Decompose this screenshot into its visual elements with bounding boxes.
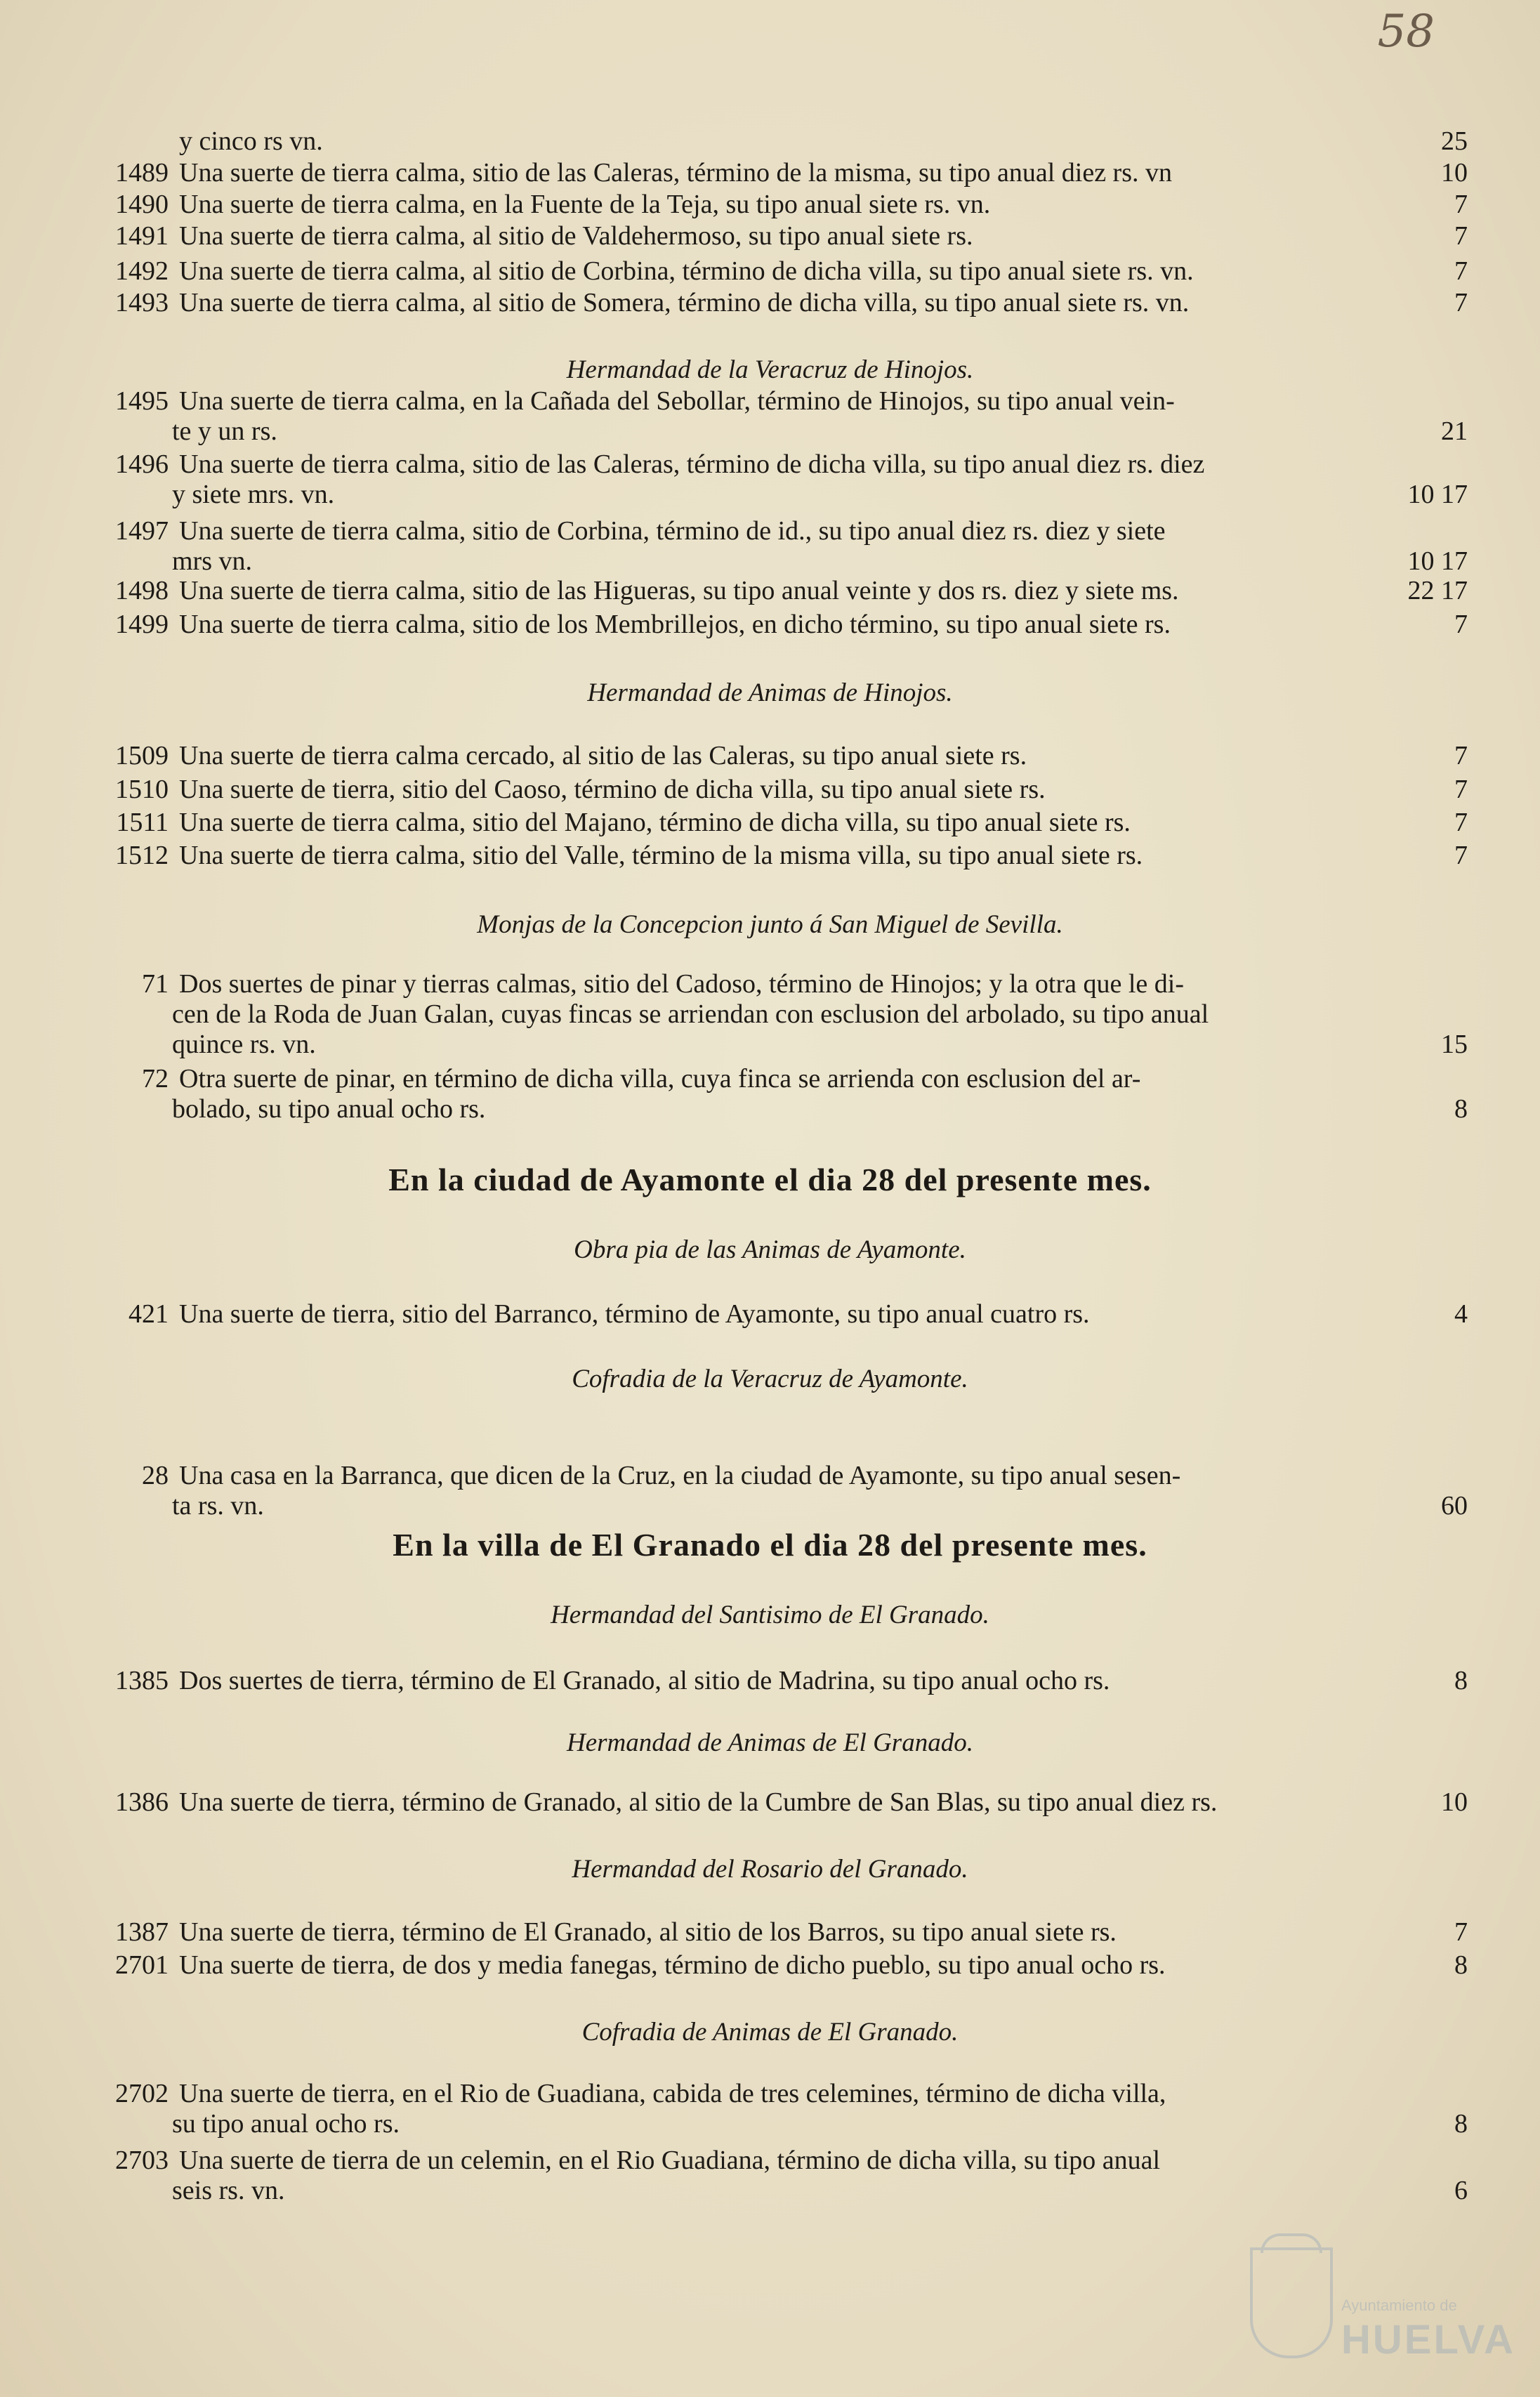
entry-number: 421 bbox=[129, 1299, 169, 1329]
entry-description bbox=[179, 288, 1373, 318]
entry-line: Una suerte de tierra calma, en la Fuente de la Teja, su tipo anual siete rs. vn. bbox=[179, 190, 991, 219]
entry-line: te y un rs. bbox=[172, 416, 277, 446]
entry-amount: 7 bbox=[1454, 841, 1468, 870]
entry-description bbox=[172, 516, 1373, 577]
entry-description bbox=[179, 256, 1373, 287]
entry-number: 1509 bbox=[115, 741, 169, 770]
entry-line: bolado, su tipo anual ocho rs. bbox=[172, 1094, 486, 1124]
section-heading: Hermandad de la Veracruz de Hinojos. bbox=[566, 355, 974, 384]
entry-amount: 10 bbox=[1441, 158, 1468, 188]
entry-description bbox=[172, 449, 1373, 510]
entry-description bbox=[179, 158, 1373, 188]
entry-number: 2701 bbox=[115, 1950, 169, 1980]
entry-number: 2703 bbox=[115, 2146, 169, 2175]
entry-line: Una suerte de tierra calma, sitio de las Caleras, término de dicha villa, su tipo anual diez rs. diez bbox=[179, 449, 1205, 479]
entry-description bbox=[179, 1666, 1373, 1696]
entry-number: 1497 bbox=[115, 516, 169, 546]
entry-line: ta rs. vn. bbox=[172, 1491, 264, 1521]
entry-number: 1490 bbox=[115, 190, 169, 219]
section-heading: Cofradia de la Veracruz de Ayamonte. bbox=[572, 1365, 968, 1393]
entry-amount: 10 17 bbox=[1407, 546, 1468, 576]
section-title: En la villa de El Granado el dia 28 del presente mes. bbox=[393, 1527, 1147, 1563]
entry-line: Una suerte de tierra, sitio del Barranco, término de Ayamonte, su tipo anual cuatro rs. bbox=[179, 1299, 1090, 1329]
entry-number: 1385 bbox=[115, 1666, 169, 1695]
archive-watermark bbox=[1236, 2247, 1515, 2381]
entry-amount: 7 bbox=[1454, 190, 1468, 219]
entry-line: Dos suertes de pinar y tierras calmas, sitio del Cadoso, término de Hinojos; y la otra que le di- bbox=[179, 969, 1184, 999]
entry-line: Una suerte de tierra calma, al sitio de Valdehermoso, su tipo anual siete rs. bbox=[179, 221, 973, 251]
crest-shield-icon bbox=[1250, 2247, 1333, 2358]
entry-line: Una suerte de tierra, sitio del Caoso, término de dicha villa, su tipo anual siete rs. bbox=[179, 775, 1046, 804]
entry-description bbox=[172, 2079, 1373, 2139]
entry-description bbox=[179, 1950, 1373, 1981]
entry-number: 1495 bbox=[115, 386, 169, 416]
entry-line: y siete mrs. vn. bbox=[172, 480, 335, 509]
entry-line: Una suerte de tierra calma, sitio de Corbina, término de id., su tipo anual diez rs. diez y siete bbox=[179, 516, 1166, 546]
watermark-small-text: Ayuntamiento de bbox=[1341, 2297, 1457, 2314]
entry-line: Una suerte de tierra, término de El Granado, al sitio de los Barros, su tipo anual siete rs. bbox=[179, 1917, 1117, 1947]
entry-description bbox=[179, 1787, 1373, 1818]
entry-amount: 7 bbox=[1454, 610, 1468, 639]
entry-amount: 25 bbox=[1441, 126, 1468, 156]
entry-line: seis rs. vn. bbox=[172, 2176, 285, 2205]
entry-amount: 21 bbox=[1441, 416, 1468, 446]
entry-line: Una suerte de tierra, de dos y media fanegas, término de dicho pueblo, su tipo anual ocho rs. bbox=[179, 1950, 1166, 1980]
entry-amount: 15 bbox=[1441, 1030, 1468, 1059]
entry-description bbox=[172, 1064, 1373, 1124]
entry-description bbox=[179, 126, 1373, 157]
entry-line: y cinco rs vn. bbox=[179, 126, 323, 156]
entry-description bbox=[179, 741, 1373, 771]
entry-amount: 8 bbox=[1454, 1094, 1468, 1124]
entry-description bbox=[179, 576, 1373, 606]
entry-number: 71 bbox=[142, 969, 169, 999]
entry-description bbox=[179, 808, 1373, 838]
entry-line: cen de la Roda de Juan Galan, cuyas fincas se arriendan con esclusion del arbolado, su tipo anual bbox=[172, 999, 1209, 1029]
entry-amount: 10 17 bbox=[1407, 480, 1468, 509]
entry-line: Una suerte de tierra, término de Granado, al sitio de la Cumbre de San Blas, su tipo anual diez rs. bbox=[179, 1787, 1218, 1817]
section-heading: Cofradia de Animas de El Granado. bbox=[581, 2018, 959, 2047]
entry-amount: 7 bbox=[1454, 775, 1468, 804]
entry-number: 1492 bbox=[115, 256, 169, 286]
entry-line: Dos suertes de tierra, término de El Granado, al sitio de Madrina, su tipo anual ocho rs. bbox=[179, 1666, 1110, 1695]
entry-number: 1493 bbox=[115, 288, 169, 317]
entry-number: 1510 bbox=[115, 775, 169, 804]
entry-description bbox=[179, 610, 1373, 640]
entry-amount: 8 bbox=[1454, 2109, 1468, 2139]
section-heading: Hermandad del Santisimo de El Granado. bbox=[551, 1601, 989, 1629]
entry-line: Otra suerte de pinar, en término de dicha villa, cuya finca se arrienda con esclusion del ar- bbox=[179, 1064, 1141, 1094]
entry-description bbox=[179, 841, 1373, 871]
entry-line: Una suerte de tierra calma, sitio del Majano, término de dicha villa, su tipo anual siete rs. bbox=[179, 808, 1131, 837]
entry-description bbox=[179, 221, 1373, 251]
entry-number: 1489 bbox=[115, 158, 169, 188]
section-heading: Hermandad de Animas de Hinojos. bbox=[587, 678, 953, 707]
entry-number: 1386 bbox=[115, 1787, 169, 1817]
entry-description bbox=[172, 969, 1373, 1060]
entry-description bbox=[179, 190, 1373, 220]
entry-line: su tipo anual ocho rs. bbox=[172, 2109, 400, 2139]
entry-amount: 8 bbox=[1454, 1666, 1468, 1695]
entry-description bbox=[179, 1299, 1373, 1329]
entry-amount: 7 bbox=[1454, 256, 1468, 286]
entry-line: Una suerte de tierra calma, sitio de los Membrillejos, en dicho término, su tipo anual siete rs. bbox=[179, 610, 1171, 639]
entry-line: Una suerte de tierra calma cercado, al sitio de las Caleras, su tipo anual siete rs. bbox=[179, 741, 1027, 770]
entry-amount: 8 bbox=[1454, 1950, 1468, 1980]
entry-amount: 7 bbox=[1454, 1917, 1468, 1947]
entry-amount: 60 bbox=[1441, 1491, 1468, 1521]
section-heading: Monjas de la Concepcion junto á San Miguel de Sevilla. bbox=[477, 910, 1063, 939]
folio-number: 58 bbox=[1377, 6, 1435, 58]
entry-description bbox=[179, 775, 1373, 805]
entry-line: quince rs. vn. bbox=[172, 1030, 316, 1059]
entry-line: Una suerte de tierra calma, sitio de las Higueras, su tipo anual veinte y dos rs. diez y siete ms. bbox=[179, 576, 1179, 605]
entry-amount: 7 bbox=[1454, 288, 1468, 317]
entry-number: 1496 bbox=[115, 449, 169, 479]
section-title: En la ciudad de Ayamonte el dia 28 del presente mes. bbox=[388, 1162, 1152, 1197]
watermark-large-text: HUELVA bbox=[1341, 2317, 1515, 2363]
entry-number: 72 bbox=[142, 1064, 169, 1094]
entry-amount: 4 bbox=[1454, 1299, 1468, 1329]
entry-number: 1511 bbox=[116, 808, 169, 837]
entry-number: 2702 bbox=[115, 2079, 169, 2108]
entry-line: Una suerte de tierra calma, al sitio de Corbina, término de dicha villa, su tipo anual siete rs. vn. bbox=[179, 256, 1194, 286]
entry-amount: 6 bbox=[1454, 2176, 1468, 2205]
entry-amount: 7 bbox=[1454, 808, 1468, 837]
section-heading: Hermandad del Rosario del Granado. bbox=[572, 1855, 968, 1884]
entry-line: mrs vn. bbox=[172, 546, 252, 576]
entry-line: Una suerte de tierra calma, sitio de las Caleras, término de la misma, su tipo anual diez rs. vn bbox=[179, 158, 1172, 188]
entry-description bbox=[172, 1461, 1373, 1521]
entry-line: Una suerte de tierra de un celemin, en el Rio Guadiana, término de dicha villa, su tipo anual bbox=[179, 2146, 1161, 2175]
entry-line: Una suerte de tierra calma, sitio del Valle, término de la misma villa, su tipo anual siete rs. bbox=[179, 841, 1143, 870]
entry-line: Una suerte de tierra calma, en la Cañada del Sebollar, término de Hinojos, su tipo anual vein- bbox=[179, 386, 1175, 416]
entry-number: 28 bbox=[142, 1461, 169, 1490]
section-heading: Hermandad de Animas de El Granado. bbox=[567, 1728, 973, 1757]
entry-amount: 10 bbox=[1441, 1787, 1468, 1817]
entry-amount: 7 bbox=[1454, 221, 1468, 251]
entry-description bbox=[172, 2146, 1373, 2206]
entry-number: 1499 bbox=[115, 610, 169, 639]
entry-number: 1387 bbox=[115, 1917, 169, 1947]
entry-number: 1491 bbox=[115, 221, 169, 251]
entry-description bbox=[172, 386, 1373, 447]
entry-amount: 22 17 bbox=[1407, 576, 1468, 605]
entry-amount: 7 bbox=[1454, 741, 1468, 770]
entry-line: Una suerte de tierra, en el Rio de Guadiana, cabida de tres celemines, término de dicha villa, bbox=[179, 2079, 1166, 2108]
entry-number: 1512 bbox=[115, 841, 169, 870]
section-heading: Obra pia de las Animas de Ayamonte. bbox=[574, 1235, 966, 1264]
entry-line: Una casa en la Barranca, que dicen de la Cruz, en la ciudad de Ayamonte, su tipo anual sesen- bbox=[179, 1461, 1181, 1490]
entry-description bbox=[179, 1917, 1373, 1948]
entry-number: 1498 bbox=[115, 576, 169, 605]
entry-line: Una suerte de tierra calma, al sitio de Somera, término de dicha villa, su tipo anual siete rs. vn. bbox=[179, 288, 1190, 317]
